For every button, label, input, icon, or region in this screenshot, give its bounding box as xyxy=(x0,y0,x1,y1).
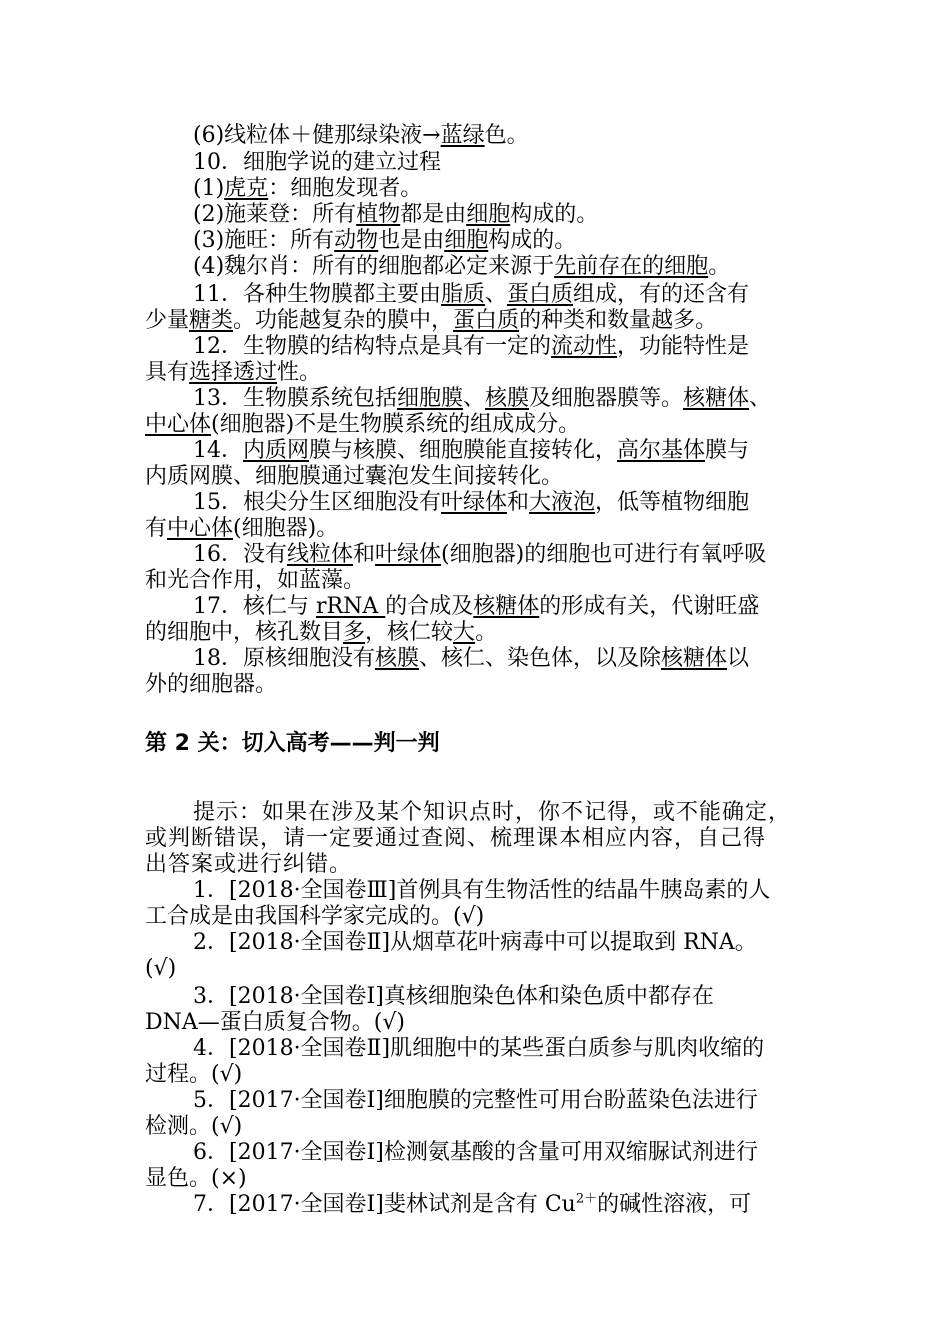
text: (3)施旺：所有 xyxy=(193,228,335,253)
text: 。 xyxy=(475,620,498,645)
text: 构成的。 xyxy=(510,202,599,227)
hint-line3: 出答案或进行纠错。 xyxy=(145,852,353,877)
judge-q1-line2: 工合成是由我国科学家完成的。(√) xyxy=(145,904,485,929)
answer-blank: 蛋白质 xyxy=(507,282,574,307)
q10-p3 xyxy=(193,228,873,254)
answer-blank: 动物 xyxy=(334,228,379,253)
q17-line2 xyxy=(145,620,825,646)
answer-blank: 细胞膜 xyxy=(397,386,464,411)
answer-blank: 先前存在的细胞 xyxy=(554,254,709,279)
judge-q2-line1: 2．[2018·全国卷Ⅱ]从烟草花叶病毒中可以提取到 RNA。 xyxy=(193,930,757,955)
text: 组成，有的还含有 xyxy=(573,282,750,307)
text: 12．生物膜的结构特点是具有一定的 xyxy=(193,334,551,359)
judge-q2-line2: (√) xyxy=(145,956,177,981)
answer-blank: 流动性 xyxy=(551,334,618,359)
text: 都是由 xyxy=(400,202,467,227)
answer-blank: 叶绿体 xyxy=(441,490,508,515)
section-heading: 第 2 关：切入高考——判一判 xyxy=(145,731,440,756)
judge-q7-line1 xyxy=(193,1192,873,1218)
q10-title: 10．细胞学说的建立过程 xyxy=(193,150,441,175)
answer-blank: 线粒体 xyxy=(287,542,354,567)
q13-line1 xyxy=(193,386,873,412)
q16-line2: 和光合作用，如蓝藻。 xyxy=(145,568,366,593)
text: 。功能越复杂的膜中， xyxy=(233,308,454,333)
q11-line1 xyxy=(193,282,873,308)
answer-blank: 中心体 xyxy=(167,516,234,541)
answer-blank: 细胞 xyxy=(444,228,489,253)
text: ：细胞发现者。 xyxy=(268,176,423,201)
q13-line2 xyxy=(145,412,825,438)
text: 和 xyxy=(353,542,376,567)
answer-blank: 多 xyxy=(343,620,366,645)
answer-blank: 核糖体 xyxy=(683,386,750,411)
text: 17．核仁与 xyxy=(193,594,316,619)
judge-q3-line2: DNA—蛋白质复合物。(√) xyxy=(145,1010,405,1035)
answer-blank: rRNA xyxy=(316,594,386,619)
answer-blank: 大 xyxy=(453,620,476,645)
text: 。 xyxy=(708,254,731,279)
q10-p1 xyxy=(193,176,873,202)
answer-blank: 核糖体 xyxy=(473,594,540,619)
q17-line1 xyxy=(193,594,873,620)
judge-q4-line2: 过程。(√) xyxy=(145,1062,243,1087)
q12-line1 xyxy=(193,334,873,360)
text: 膜与 xyxy=(705,438,750,463)
answer-blank: 蛋白质 xyxy=(453,308,520,333)
answer-blank: 脂质 xyxy=(441,282,486,307)
text: 13．生物膜系统包括 xyxy=(193,386,397,411)
item-6-line xyxy=(193,123,873,149)
answer-blank: 选择透过 xyxy=(189,360,278,385)
judge-q1-line1: 1．[2018·全国卷Ⅲ]首例具有生物活性的结晶牛胰岛素的人 xyxy=(193,878,771,903)
hint-line2: 或判断错误，请一定要通过查阅、梳理课本相应内容，自己得 xyxy=(145,826,767,851)
text: (1) xyxy=(193,176,225,201)
judge-q4-line1: 4．[2018·全国卷Ⅱ]肌细胞中的某些蛋白质参与肌肉收缩的 xyxy=(193,1036,765,1061)
answer-blank: 虎克 xyxy=(224,176,269,201)
text: (4)魏尔肖：所有的细胞都必定来源于 xyxy=(193,254,555,279)
text: 膜与核膜、细胞膜能直接转化， xyxy=(309,438,618,463)
text: 及细胞器膜等。 xyxy=(529,386,684,411)
text: 和 xyxy=(507,490,530,515)
text: 有 xyxy=(145,516,168,541)
judge-q5-line1: 5．[2017·全国卷Ⅰ]细胞膜的完整性可用台盼蓝染色法进行 xyxy=(193,1088,758,1113)
text: 少量 xyxy=(145,308,190,333)
text: 的细胞中，核孔数目 xyxy=(145,620,344,645)
q10-p2 xyxy=(193,202,873,228)
judge-q3-line1: 3．[2018·全国卷Ⅰ]真核细胞染色体和染色质中都存在 xyxy=(193,984,714,1009)
text: ，核仁较 xyxy=(365,620,454,645)
q14-line2: 内质网膜、细胞膜通过囊泡发生间接转化。 xyxy=(145,464,564,489)
answer-blank: 叶绿体 xyxy=(375,542,442,567)
q16-line1 xyxy=(193,542,873,568)
q18-line1 xyxy=(193,646,873,672)
text: 构成的。 xyxy=(488,228,577,253)
answer-blank: 中心体 xyxy=(145,412,212,437)
answer-blank: 植物 xyxy=(356,202,401,227)
text: 、核仁、染色体，以及除 xyxy=(419,646,662,671)
text: 的合成及 xyxy=(385,594,474,619)
answer-blank: 糖类 xyxy=(189,308,234,333)
answer-blank: 核糖体 xyxy=(661,646,728,671)
text: 以 xyxy=(727,646,750,671)
hint-line1: 提示：如果在涉及某个知识点时，你不记得，或不能确定， xyxy=(193,800,792,825)
text: 、 xyxy=(749,386,772,411)
text: 7．[2017·全国卷Ⅰ]斐林试剂是含有 Cu xyxy=(193,1192,576,1217)
text: (6)线粒体＋健那绿染液→ xyxy=(193,123,441,148)
text: 的碱性溶液，可 xyxy=(597,1192,752,1217)
text: (2)施莱登：所有 xyxy=(193,202,357,227)
text: 11．各种生物膜都主要由 xyxy=(193,282,441,307)
text: (细胞器)的细胞也可进行有氧呼吸 xyxy=(441,542,767,567)
text: 、 xyxy=(485,282,508,307)
text: 16．没有 xyxy=(193,542,287,567)
judge-q6-line1: 6．[2017·全国卷Ⅰ]检测氨基酸的含量可用双缩脲试剂进行 xyxy=(193,1140,758,1165)
answer-blank: 蓝绿 xyxy=(440,123,485,148)
answer-blank: 高尔基体 xyxy=(617,438,706,463)
q10-p4 xyxy=(193,254,873,280)
q12-line2 xyxy=(145,360,825,386)
answer-blank: 大液泡 xyxy=(529,490,596,515)
answer-blank: 内质网 xyxy=(243,438,310,463)
text: 18．原核细胞没有 xyxy=(193,646,375,671)
q15-line2 xyxy=(145,516,825,542)
text: 15．根尖分生区细胞没有 xyxy=(193,490,441,515)
q14-line1 xyxy=(193,438,873,464)
text: ，功能特性是 xyxy=(617,334,750,359)
text: (细胞器)。 xyxy=(233,516,339,541)
text: 的种类和数量越多。 xyxy=(519,308,718,333)
q18-line2: 外的细胞器。 xyxy=(145,672,278,697)
answer-blank: 核膜 xyxy=(485,386,530,411)
judge-q6-line2: 显色。(×) xyxy=(145,1166,247,1191)
text: (细胞器)不是生物膜系统的组成成分。 xyxy=(211,412,581,437)
text: 14． xyxy=(193,438,243,463)
answer-blank: 核膜 xyxy=(375,646,420,671)
judge-q5-line2: 检测。(√) xyxy=(145,1114,243,1139)
q11-line2 xyxy=(145,308,825,334)
text: 的形成有关，代谢旺盛 xyxy=(539,594,760,619)
superscript: 2＋ xyxy=(575,1191,598,1207)
text: 性。 xyxy=(277,360,322,385)
q15-line1 xyxy=(193,490,873,516)
text: ，低等植物细胞 xyxy=(595,490,750,515)
text: 具有 xyxy=(145,360,190,385)
answer-blank: 细胞 xyxy=(466,202,511,227)
text: 也是由 xyxy=(378,228,445,253)
text: 色。 xyxy=(484,123,529,148)
text: 、 xyxy=(463,386,486,411)
